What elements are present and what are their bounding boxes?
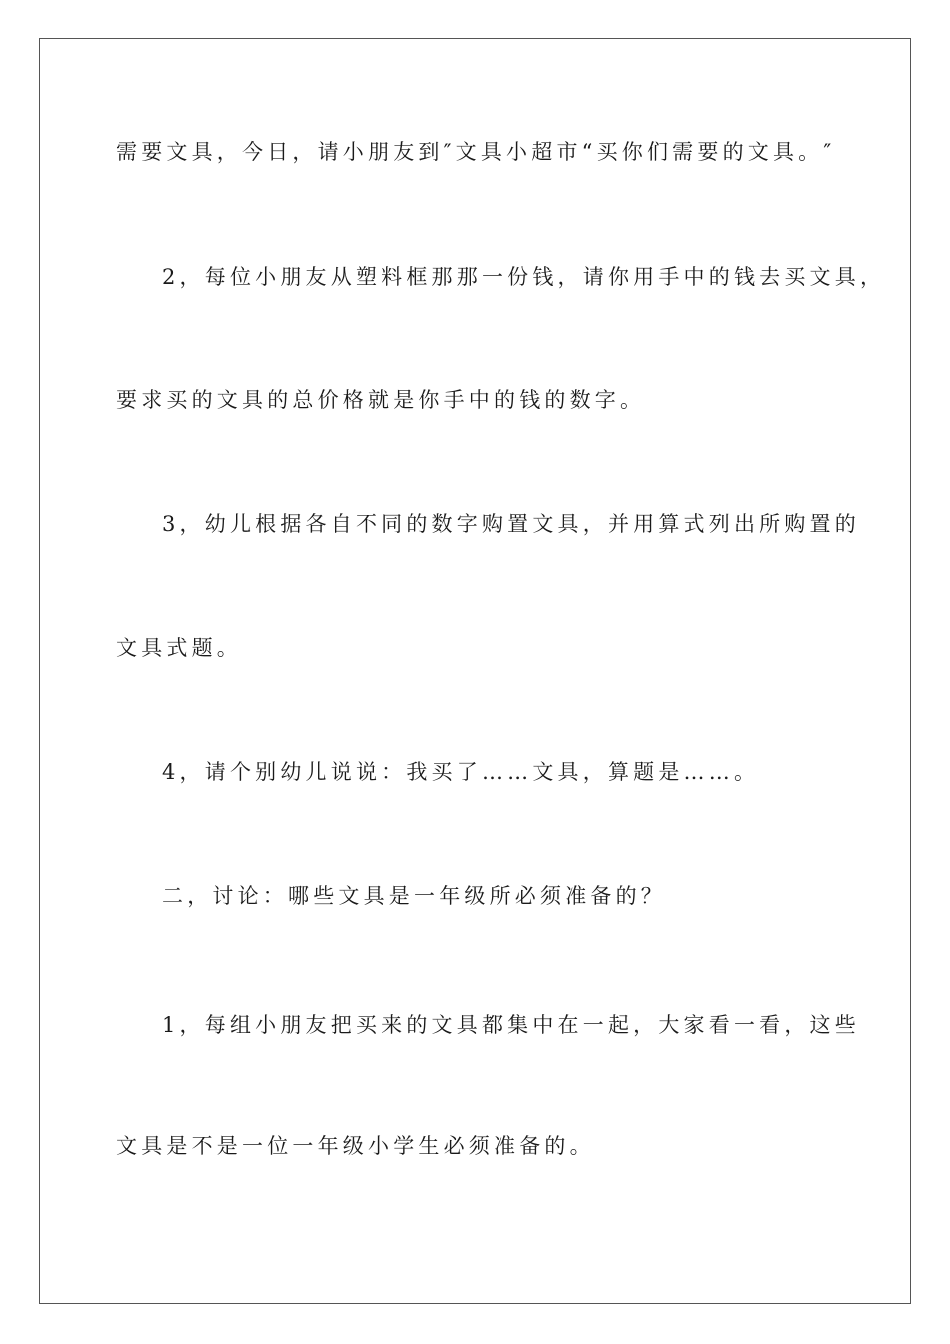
text-line: 需要文具，今日，请小朋友到″文具小超市“买你们需要的文具。″ xyxy=(116,140,836,164)
text-line: 文具式题。 xyxy=(116,636,242,660)
text-line: 文具是不是一位一年级小学生必须准备的。 xyxy=(116,1134,595,1158)
text-line: 2，每位小朋友从塑料框那那一份钱，请你用手中的钱去买文具， xyxy=(162,265,886,289)
text-line: 4，请个别幼儿说说：我买了……文具，算题是……。 xyxy=(162,760,760,784)
page-frame xyxy=(39,38,911,1304)
text-line: 二，讨论：哪些文具是一年级所必须准备的？ xyxy=(162,884,666,908)
text-line: 3，幼儿根据各自不同的数字购置文具，并用算式列出所购置的 xyxy=(162,512,860,536)
text-line: 要求买的文具的总价格就是你手中的钱的数字。 xyxy=(116,388,646,412)
text-line: 1，每组小朋友把买来的文具都集中在一起，大家看一看，这些 xyxy=(162,1013,860,1037)
